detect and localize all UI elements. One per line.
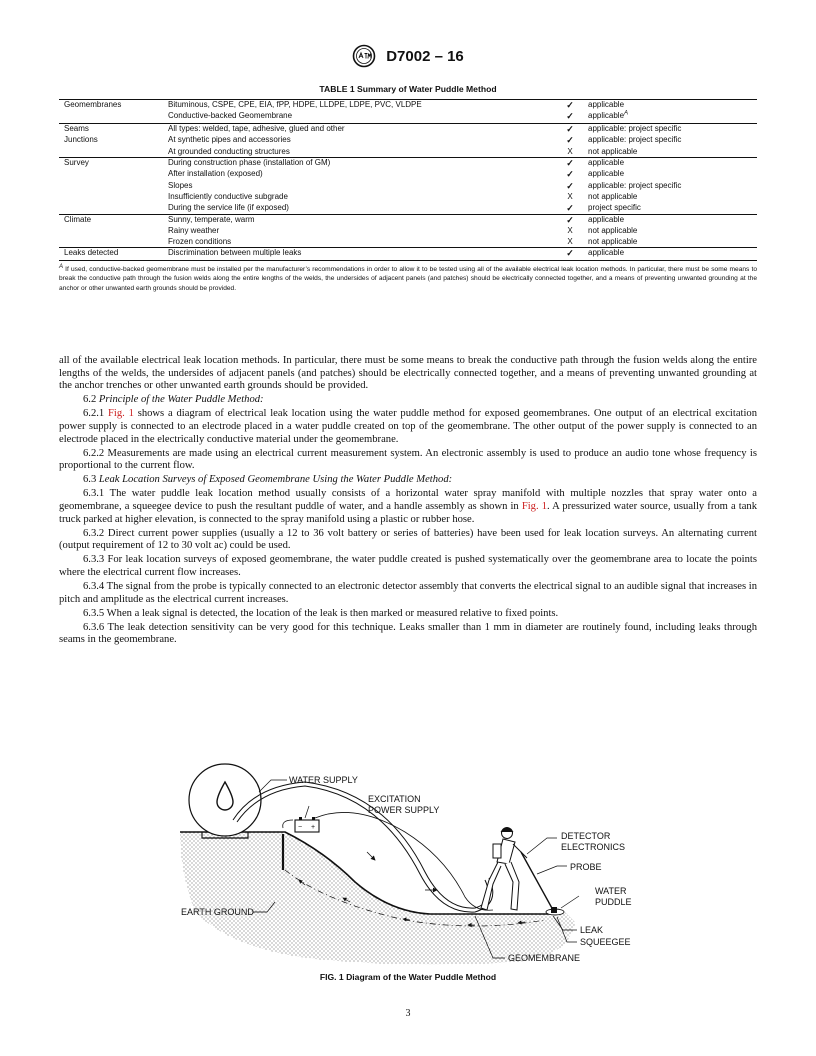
page-number: 3 [405, 1008, 411, 1019]
probe-handle [521, 852, 553, 910]
label-power-supply: POWER SUPPLY [368, 805, 440, 815]
check-mark-icon: ✓ [566, 215, 574, 226]
squeegee-shape [551, 907, 557, 913]
category-cell [59, 237, 168, 248]
battery-minus-sign: − [298, 824, 303, 831]
continuation-paragraph: all of the available electrical leak location methods. In particular, there must be some means to break the conductive path through the fusion welds along the entire lengths of the welds, the undersides of adjacent panels (and patches) should be electrically connected together, and a means of preventing unwanted grounding at the anchor trenches or other unwanted earth grounds should be provided. [59, 355, 757, 392]
description-cell-text: All types: welded, tape, adhesive, glued and other [168, 123, 345, 133]
description-cell [168, 237, 552, 248]
applicability-cell [588, 203, 757, 215]
description-cell [168, 169, 552, 180]
table-row [59, 111, 757, 123]
category-cell [59, 215, 168, 227]
battery-plus-sign: + [311, 824, 316, 831]
table-row [59, 169, 757, 180]
fig-1-link[interactable]: Fig. 1 [108, 408, 134, 420]
check-mark-icon: ✓ [566, 180, 574, 191]
mark-cell [552, 169, 588, 180]
section-6-3-heading [59, 474, 757, 487]
description-cell [168, 226, 552, 236]
table-row [59, 237, 757, 248]
applicability-cell [588, 192, 757, 202]
section-title: Principle of the Water Puddle Method: [98, 394, 264, 406]
text: 6.2.1 [83, 408, 108, 420]
text: . A pressurized water source, usually from a tank truck parked at higher elevation, is connected to the spray manifold using a plastic or rubber hose. [59, 501, 758, 525]
category-cell-text: Junctions [64, 135, 98, 145]
table-row [59, 123, 757, 135]
footnote-text: If used, conductive-backed geomembrane must be installed per the manufacturer’s recommendations in order to allow it to be tested using all of the available electrical leak location methods. In particular, there must be some means to break the conductive path through the fusion welds along the entire lengths of the welds, the undersides of adjacent panels (and patches) should be electrically connected together, and a means of preventing unwanted grounding at the anchor or other unwanted earth grounds should be provided. [59, 266, 757, 292]
applicability-cell [588, 248, 757, 260]
table-row [59, 203, 757, 215]
category-cell-text: Survey [64, 158, 89, 168]
applicability-cell-text: applicable: project specific [588, 135, 682, 145]
applicability-cell-text: not applicable [588, 226, 638, 236]
table-footnote [59, 265, 757, 293]
text: shows a diagram of electrical leak location using the water puddle method for exposed geomembranes. One output of an electrical excitation power supply is connected to an electrode placed in a water puddle created on top of the geomembrane. The other output of the power supply is connected to an electrode placed in the electrically conductive material under the geomembrane. [59, 408, 757, 445]
description-cell-text: Conductive-backed Geomembrane [168, 111, 293, 121]
label-water: WATER [595, 886, 627, 896]
check-mark-icon: ✓ [566, 100, 574, 110]
check-mark-icon: ✓ [566, 123, 574, 134]
mark-cell-text: X [567, 192, 573, 202]
body-text [59, 355, 757, 649]
mark-cell [552, 111, 588, 123]
mark-cell [552, 248, 588, 260]
applicability-cell-text: project specific [588, 202, 641, 212]
table-row [59, 147, 757, 158]
description-cell [168, 181, 552, 192]
description-cell [168, 111, 552, 123]
mark-cell [552, 123, 588, 135]
category-cell [59, 181, 168, 192]
applicability-cell-text: applicable [588, 248, 625, 258]
table-row [59, 248, 757, 260]
applicability-cell [588, 181, 757, 192]
category-cell [59, 123, 168, 135]
category-cell [59, 192, 168, 202]
mark-cell-text: X [567, 226, 573, 236]
mark-cell [552, 158, 588, 170]
description-cell-text: After installation (exposed) [168, 169, 263, 179]
table-title: TABLE 1 Summary of Water Puddle Method [319, 84, 497, 94]
mark-cell [552, 147, 588, 158]
mark-cell [552, 135, 588, 146]
applicability-cell [588, 111, 757, 123]
label-leak: LEAK [580, 925, 604, 935]
paragraph-6-3-5: 6.3.5 When a leak signal is detected, the location of the leak is then marked or measured relative to fixed points. [83, 607, 559, 619]
description-cell-text: At synthetic pipes and accessories [168, 135, 291, 145]
description-cell-text: Frozen conditions [168, 236, 232, 246]
applicability-cell-text: applicable [588, 111, 625, 121]
figure-caption: FIG. 1 Diagram of the Water Puddle Method [319, 972, 497, 982]
table-row [59, 192, 757, 202]
applicability-cell [588, 169, 757, 180]
description-cell [168, 203, 552, 215]
description-cell-text: Discrimination between multiple leaks [168, 248, 302, 258]
mark-cell [552, 226, 588, 236]
description-cell-text: Insufficiently conductive subgrade [168, 192, 288, 202]
mark-cell-text: X [567, 236, 573, 246]
applicability-cell [588, 237, 757, 248]
applicability-cell [588, 100, 757, 112]
paragraph-6-2-2: 6.2.2 Measurements are made using an electrical current measurement system. An electronic assembly is used to produce an audio tone whose frequency is proportional to the current flow. [59, 447, 757, 472]
description-cell [168, 248, 552, 260]
applicability-cell-text: applicable: project specific [588, 123, 682, 133]
table-row [59, 226, 757, 236]
label-geomembrane: GEOMEMBRANE [508, 953, 581, 963]
label-squeegee: SQUEEGEE [580, 937, 631, 947]
check-mark-icon: ✓ [566, 169, 574, 180]
check-mark-icon: ✓ [566, 135, 574, 146]
category-cell-text: Leaks detected [64, 248, 119, 258]
table-row [59, 181, 757, 192]
mark-cell [552, 100, 588, 112]
category-cell [59, 147, 168, 158]
category-cell [59, 248, 168, 260]
summary-table [59, 99, 757, 261]
label-water-supply: WATER SUPPLY [289, 775, 358, 785]
applicability-cell-text: applicable [588, 215, 625, 225]
category-cell [59, 100, 168, 112]
label-earth-ground: EARTH GROUND [181, 907, 254, 917]
paragraph-6-3-4: 6.3.4 The signal from the probe is typically connected to an electronic detector assembly that converts the electrical signal to an audible signal that increases in pitch and amplitude as the electrical current increases. [59, 581, 757, 605]
description-cell [168, 147, 552, 158]
document-id: D7002 – 16 [386, 47, 464, 65]
applicability-cell-text: not applicable [588, 236, 638, 246]
check-mark-icon: ✓ [566, 158, 574, 169]
applicability-cell [588, 226, 757, 236]
applicability-cell [588, 158, 757, 170]
description-cell [168, 123, 552, 135]
astm-logo-icon [352, 44, 376, 68]
mark-cell [552, 192, 588, 202]
mark-cell-text: X [567, 146, 573, 156]
paragraph-6-3-3: 6.3.3 For leak location surveys of exposed geomembrane, the water puddle created is pushed systematically over the geomembrane area to locate the points where the electrical current flow increases. [59, 554, 757, 578]
category-cell-text: Geomembranes [64, 100, 122, 109]
label-detector: DETECTOR [561, 831, 611, 841]
applicability-cell-text: not applicable [588, 146, 638, 156]
label-excitation: EXCITATION [368, 794, 421, 804]
label-puddle: PUDDLE [595, 897, 632, 907]
table-row [59, 158, 757, 170]
table-row [59, 100, 757, 112]
applicability-cell-text: applicable [588, 169, 625, 179]
mark-cell [552, 203, 588, 215]
mark-cell [552, 237, 588, 248]
applicability-cell [588, 135, 757, 146]
description-cell-text: Bituminous, CSPE, CPE, EIA, fPP, HDPE, LLDPE, LDPE, PVC, VLDPE [168, 100, 422, 109]
description-cell [168, 135, 552, 146]
label-electronics: ELECTRONICS [561, 842, 626, 852]
mark-cell [552, 215, 588, 227]
category-cell [59, 226, 168, 236]
category-cell [59, 169, 168, 180]
check-mark-icon: ✓ [566, 248, 574, 259]
category-cell [59, 203, 168, 215]
page-header [0, 44, 816, 68]
footnote-reference: A [624, 110, 629, 117]
category-cell [59, 135, 168, 146]
check-mark-icon: ✓ [566, 111, 574, 122]
label-probe: PROBE [570, 862, 602, 872]
fig-1-link[interactable]: Fig. 1 [521, 501, 547, 513]
section-number: 6.3 [83, 474, 97, 486]
paragraph-6-2-1 [59, 408, 757, 446]
description-cell-text: Rainy weather [168, 226, 220, 236]
paragraph-6-3-1 [59, 488, 757, 526]
category-cell-text: Seams [64, 123, 89, 133]
description-cell [168, 192, 552, 202]
section-number: 6.2 [83, 394, 97, 406]
description-cell-text: During the service life (if exposed) [168, 202, 289, 212]
table-row [59, 135, 757, 146]
applicability-cell-text: applicable: project specific [588, 180, 682, 190]
applicability-cell-text: applicable [588, 158, 625, 168]
section-6-2-heading [59, 394, 757, 407]
description-cell-text: At grounded conducting structures [168, 146, 290, 156]
category-cell-text: Climate [64, 215, 92, 225]
check-mark-icon: ✓ [566, 202, 574, 213]
mark-cell [552, 181, 588, 192]
operator-figure [481, 828, 527, 911]
applicability-cell-text: not applicable [588, 192, 638, 202]
description-cell [168, 100, 552, 112]
table-row [59, 215, 757, 227]
description-cell-text: Sunny, temperate, warm [168, 215, 255, 225]
footnote-marker: A [59, 263, 64, 270]
paragraph-6-3-2: 6.3.2 Direct current power supplies (usually a 12 to 36 volt battery or series of batteries) have been used for leak location surveys. An alternating current (output requirement of 12 to 30 volt ac) could be used. [59, 527, 757, 552]
description-cell-text: During construction phase (installation of GM) [168, 158, 331, 168]
text: 6.3.1 The water puddle leak location method usually consists of a horizontal water spray manifold with multiple nozzles that spray water onto a geomembrane, a squeegee device to push the resultant puddle of water, and a handle assembly as shown in [59, 488, 757, 513]
applicability-cell [588, 123, 757, 135]
category-cell [59, 111, 168, 123]
category-cell [59, 158, 168, 170]
section-title: Leak Location Surveys of Exposed Geomembrane Using the Water Puddle Method: [98, 474, 453, 486]
water-puddle-diagram [175, 762, 655, 972]
applicability-cell [588, 215, 757, 227]
applicability-cell [588, 147, 757, 158]
power-supply-battery [295, 817, 319, 832]
paragraph-6-3-6: 6.3.6 The leak detection sensitivity can be very good for this technique. Leaks smaller than 1 mm in diameter are routinely found, including leaks through seams in the geomembrane. [59, 621, 757, 646]
applicability-cell-text: applicable [588, 100, 625, 109]
description-cell [168, 215, 552, 227]
description-cell [168, 158, 552, 170]
description-cell-text: Slopes [168, 180, 193, 190]
